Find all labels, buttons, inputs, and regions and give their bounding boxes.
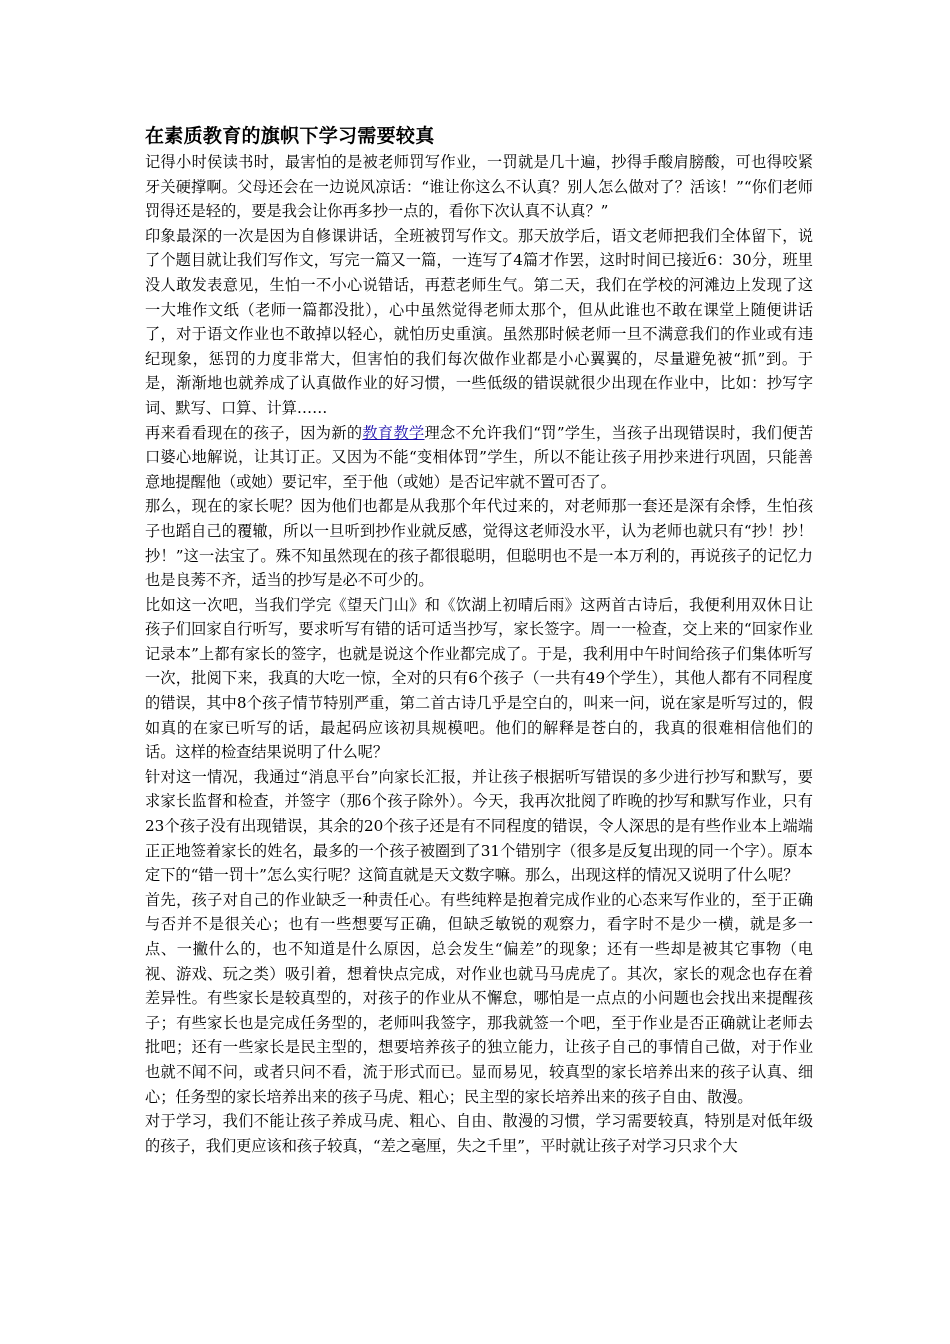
paragraph-text-before-link: 再来看看现在的孩子，因为新的 — [145, 423, 363, 442]
paragraph-conclusion: 对于学习，我们不能让孩子养成马虎、粗心、自由、散漫的习惯，学习需要较真，特别是对低年级的孩子，我们更应该和孩子较真，“差之毫厘，失之千里”，平时就让孩子对学习只求个大 — [145, 1112, 813, 1155]
document-title: 在素质教育的旗帜下学习需要较真 — [145, 125, 435, 147]
paragraph-childhood: 记得小时侯读书时，最害怕的是被老师罚写作业，一罚就是几十遍，抄得手酸肩膀酸，可也得咬紧牙关硬撑啊。父母还会在一边说风凉话：“谁让你这么不认真？别人怎么做对了？活该！”“你们老师罚得还是轻的，要是我会让你再多抄一点的，看你下次认真不认真？” — [145, 153, 813, 221]
paragraph-analysis: 首先，孩子对自己的作业缺乏一种责任心。有些纯粹是抱着完成作业的心态来写作业的，至于正确与否并不是很关心；也有一些想要写正确，但缺乏敏锐的观察力，看字时不是少一横，就是多一点、一撇什么的，也不知道是什么原因，总会发生“偏差”的现象；还有一些却是被其它事物（电视、游戏、玩之类）吸引着，想着快点完成，对作业也就马马虎虎了。其次，家长的观念也存在着差异性。有些家长是较真型的，对孩子的作业从不懈怠，哪怕是一点点的小问题也会找出来提醒孩子；有些家长也是完成任务型的，老师叫我签字，那我就签一个吧，至于作业是否正确就让老师去批吧；还有一些家长是民主型的，想要培养孩子的独立能力，让孩子自己的事情自己做，对于作业也就不闻不问，或者只问不看，流于形式而已。显而易见，较真型的家长培养出来的孩子认真、细心；任务型的家长培养出来的孩子马虎、粗心；民主型的家长培养出来的孩子自由、散漫。 — [145, 890, 813, 1106]
document-page — [145, 122, 813, 1158]
paragraph-text-after-link: 理念不允许我们“罚”学生，当孩子出现错误时，我们便苦口婆心地解说，让其订正。又因为不能“变相体罚”学生，所以不能让孩子用抄来进行巩固，只能善意地提醒他（或她）要记牢，至于他（或她）是否记牢就不置可否了。 — [145, 423, 814, 491]
education-teaching-link[interactable]: 教育教学 — [362, 423, 425, 442]
paragraph-parents: 那么，现在的家长呢？因为他们也都是从我那个年代过来的，对老师那一套还是深有余悸，生怕孩子也蹈自己的覆辙，所以一旦听到抄作业就反感，觉得这老师没水平，认为老师也就只有“抄！抄！抄！”这一法宝了。殊不知虽然现在的孩子都很聪明，但聪明也不是一本万利的，再说孩子的记忆力也是良莠不齐，适当的抄写是必不可少的。 — [145, 497, 813, 590]
paragraph-response: 针对这一情况，我通过“消息平台”向家长汇报，并让孩子根据听写错误的多少进行抄写和默写，要求家长监督和检查，并签字（那6个孩子除外）。今天，我再次批阅了昨晚的抄写和默写作业，只有23个孩子没有出现错误，其余的20个孩子还是有不同程度的错误，令人深思的是有些作业本上端端正正地签着家长的姓名，最多的一个孩子被圈到了31个错别字（很多是反复出现的同一个字）。原本定下的“错一罚十”怎么实行呢？这简直就是天文数字嘛。那么，出现这样的情况又说明了什么呢？ — [145, 767, 813, 885]
paragraph-memory: 印象最深的一次是因为自修课讲话，全班被罚写作文。那天放学后，语文老师把我们全体留下，说了个题目就让我们写作文，写完一篇又一篇，一连写了4篇才作罢，这时时间已接近6：30分，班里没人敢发表意见，生怕一不小心说错话，再惹老师生气。第二天，我们在学校的河滩边上发现了这一大堆作文纸（老师一篇都没批），心中虽然觉得老师太那个，但从此谁也不敢在课堂上随便讲话了，对于语文作业也不敢掉以轻心，就怕历史重演。虽然那时候老师一旦不满意我们的作业或有违纪现象，惩罚的力度非常大，但害怕的我们每次做作业都是小心翼翼的，尽量避免被“抓”到。于是，渐渐地也就养成了认真做作业的好习惯，一些低级的错误就很少出现在作业中，比如：抄写字词、默写、口算、计算…… — [145, 226, 813, 417]
paragraph-example: 比如这一次吧，当我们学完《望天门山》和《饮湖上初晴后雨》这两首古诗后，我便利用双休日让孩子们回家自行听写，要求听写有错的话可适当抄写，家长签字。周一一检查，交上来的“回家作业记录本”上都有家长的签字，也就是说这个作业都完成了。于是，我利用中午时间给孩子们集体听写一次，批阅下来，我真的大吃一惊，全对的只有6个孩子（一共有49个学生），其他人都有不同程度的错误，其中8个孩子情节特别严重，第二首古诗几乎是空白的，叫来一问，说在家是听写过的，假如真的在家已听写的话，最起码应该初具规模吧。他们的解释是苍白的，我真的很难相信他们的话。这样的检查结果说明了什么呢？ — [145, 595, 813, 762]
paragraph-today-children — [145, 421, 813, 495]
